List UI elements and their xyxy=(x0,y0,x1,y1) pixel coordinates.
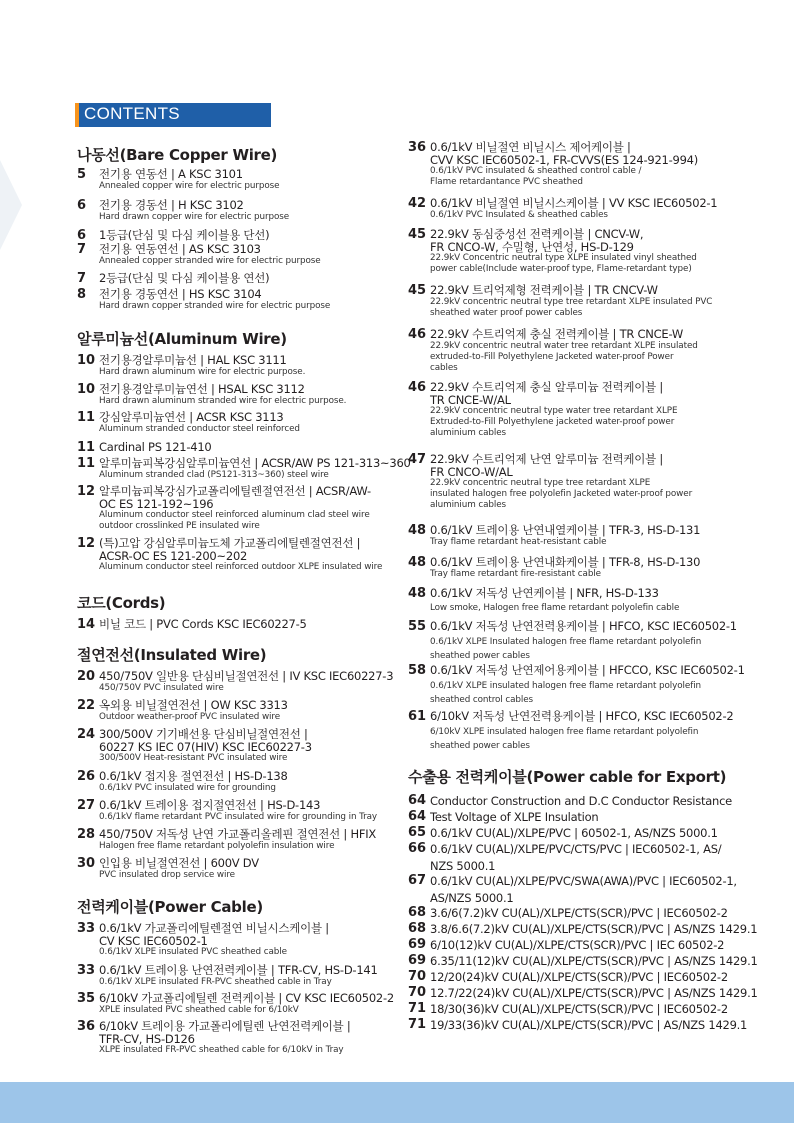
page-number: 7 xyxy=(77,271,87,286)
entry-desc: 0.6/1kV XLPE insulated PVC sheathed cable xyxy=(99,947,287,957)
page-number: 48 xyxy=(408,586,427,601)
toc-entry[interactable] xyxy=(408,381,677,439)
toc-entry[interactable] xyxy=(408,1001,728,1018)
page-number: 11 xyxy=(77,410,96,425)
page-number: 6 xyxy=(77,198,87,213)
entry-title: Conductor Construction and D.C Conductor Resistance xyxy=(430,794,732,808)
entry-desc: Tray flame retardant fire-resistant cable xyxy=(430,568,601,579)
entry-title: AS/NZS 5000.1 xyxy=(430,890,514,905)
entry-desc: 22.9kV concentric neutral water tree retardant XLPE insulated xyxy=(430,340,698,351)
toc-entry[interactable] xyxy=(408,197,717,221)
page-number: 5 xyxy=(77,167,87,182)
entry-title: 12.7/22(24)kV CU(AL)/XLPE/CTS(SCR)/PVC | AS/NZS 1429.1 xyxy=(430,986,758,1000)
toc-entry[interactable] xyxy=(77,457,411,481)
entry-title: Test Voltage of XLPE Insulation xyxy=(430,810,599,824)
page-number: 8 xyxy=(77,287,87,302)
page-number: 10 xyxy=(77,382,96,397)
entry-desc: cables xyxy=(430,362,458,373)
entry-title: 강심알루미늄연선 | ACSR KSC 3113 xyxy=(99,410,284,424)
entry-desc: 0.6/1kV PVC insulated & sheathed control cable / xyxy=(430,166,642,176)
entry-title: 6.35/11(12)kV CU(AL)/XLPE/CTS(SCR)/PVC | AS/NZS 1429.1 xyxy=(430,954,758,968)
toc-entry[interactable] xyxy=(77,770,288,794)
entry-desc: 22.9kV concentric neutral type tree retardant XLPE insulated PVC xyxy=(430,296,713,307)
page-number: 36 xyxy=(77,1019,96,1034)
toc-entry[interactable] xyxy=(77,229,269,242)
entry-title: 전기용 경동선 | H KSC 3102 xyxy=(99,198,244,212)
entry-title: 0.6/1kV 저독성 난연제어용케이블 | HFCCO, KSC IEC60502-1 xyxy=(430,663,745,677)
page-number: 14 xyxy=(77,617,96,632)
entry-title: 0.6/1kV CU(AL)/XLPE/PVC | 60502-1, AS/NZS 5000.1 xyxy=(430,826,718,840)
entry-title: 비닐 코드 | PVC Cords KSC IEC60227-5 xyxy=(99,617,307,631)
toc-entry[interactable] xyxy=(408,841,721,874)
entry-title: 옥외용 비닐절연전선 | OW KSC 3313 xyxy=(99,698,288,712)
entry-title: 19/33(36)kV CU(AL)/XLPE/CTS(SCR)/PVC | AS/NZS 1429.1 xyxy=(430,1018,748,1032)
toc-entry[interactable] xyxy=(77,799,377,823)
toc-entry[interactable] xyxy=(408,710,733,753)
page-number: 71 xyxy=(408,1017,427,1032)
entry-desc: aluminium cables xyxy=(430,428,507,438)
entry-desc: PVC insulated drop service wire xyxy=(99,869,235,880)
page-number: 69 xyxy=(408,937,427,952)
section-title: 절연전선(Insulated Wire) xyxy=(77,646,267,664)
contents-header-accent xyxy=(75,103,79,127)
page-number: 68 xyxy=(408,921,427,936)
entry-desc: power cable(Include water-proof type, Flame-retardant type) xyxy=(430,264,692,274)
page-number: 64 xyxy=(408,793,427,808)
page-number: 71 xyxy=(408,1001,427,1016)
entry-title: 22.9kV 수트리억제 난연 알루미늄 전력케이블 | xyxy=(430,452,664,466)
toc-entry[interactable] xyxy=(77,618,307,631)
page-number: 10 xyxy=(77,353,96,368)
section-title: 전력케이블(Power Cable) xyxy=(77,898,263,916)
entry-desc: Hard drawn aluminum wire for electric purpose. xyxy=(99,366,306,377)
toc-entry[interactable] xyxy=(408,905,728,922)
toc-entry[interactable] xyxy=(77,354,305,378)
entry-title: 22.9kV 수트리억제 충실 전력케이블 | TR CNCE-W xyxy=(430,327,683,341)
page-number: 45 xyxy=(408,283,427,298)
entry-title: 0.6/1kV 트레이용 접지절연전선 | HS-D-143 xyxy=(99,798,321,812)
entry-desc: Flame retardantance PVC sheathed xyxy=(430,177,583,187)
entry-desc: 450/750V PVC insulated wire xyxy=(99,682,224,693)
entry-desc: Aluminum conductor steel reinforced outdoor XLPE insulated wire xyxy=(99,562,383,572)
entry-desc: 300/500V Heat-resistant PVC insulated wire xyxy=(99,753,288,763)
entry-desc: sheathed power cables xyxy=(430,740,530,751)
entry-title: CVV KSC IEC60502-1, FR-CVVS(ES 124-921-994) xyxy=(430,152,698,167)
page-number: 26 xyxy=(77,769,96,784)
entry-title: OC ES 121-192~196 xyxy=(99,496,214,511)
toc-entry[interactable] xyxy=(77,699,288,723)
entry-title: 12/20(24)kV CU(AL)/XLPE/CTS(SCR)/PVC | IEC60502-2 xyxy=(430,970,728,984)
entry-desc: XLPE insulated FR-PVC sheathed cable for 6/10kV in Tray xyxy=(99,1045,344,1055)
toc-entry[interactable] xyxy=(408,228,697,275)
entry-desc: Annealed copper wire for electric purpose xyxy=(99,180,280,191)
entry-desc: 6/10kV XLPE insulated halogen free flame retardant polyolefin xyxy=(430,726,699,737)
entry-desc: 0.6/1kV XLPE insulated FR-PVC sheathed cable in Tray xyxy=(99,976,332,987)
toc-entry[interactable] xyxy=(408,664,745,707)
section-title: 알루미늄선(Aluminum Wire) xyxy=(77,330,287,348)
page-number: 7 xyxy=(77,242,87,257)
toc-entry[interactable] xyxy=(77,441,211,454)
entry-desc: sheathed power cables xyxy=(430,650,530,661)
entry-title: TR CNCE-W/AL xyxy=(430,392,511,407)
toc-entry[interactable] xyxy=(408,937,724,954)
page-number: 48 xyxy=(408,555,427,570)
page-number: 70 xyxy=(408,985,427,1000)
entry-desc: 22.9kV concentric neutral type tree retardant XLPE xyxy=(430,478,651,488)
entry-title: 1등급(단심 및 다심 케이블용 단선) xyxy=(99,228,270,242)
entry-title: Cardinal PS 121-410 xyxy=(99,440,212,454)
entry-title: CV KSC IEC60502-1 xyxy=(99,933,208,948)
entry-desc: Hard drawn aluminum stranded wire for electric purpose. xyxy=(99,395,347,406)
entry-title: 0.6/1kV CU(AL)/XLPE/PVC/CTS/PVC | IEC60502-1, AS/ xyxy=(430,842,722,856)
page-number: 68 xyxy=(408,905,427,920)
toc-entry[interactable] xyxy=(408,985,758,1002)
toc-entry[interactable] xyxy=(77,992,394,1016)
entry-title: 0.6/1kV 가교폴리에틸렌절연 비닐시스케이블 | xyxy=(99,921,329,935)
entry-title: ACSR-OC ES 121-200~202 xyxy=(99,548,248,563)
entry-desc: Aluminum stranded clad (PS121-313~360) steel wire xyxy=(99,469,329,480)
entry-title: 전기용 경동연선 | HS KSC 3104 xyxy=(99,287,262,301)
page-number: 12 xyxy=(77,484,96,499)
toc-entry[interactable] xyxy=(77,288,330,312)
entry-title: 300/500V 기기배선용 단심비닐절연전선 | xyxy=(99,727,308,741)
entry-title: 6/10(12)kV CU(AL)/XLPE/CTS(SCR)/PVC | IEC 60502-2 xyxy=(430,938,725,952)
section-title: 수출용 전력케이블(Power cable for Export) xyxy=(408,768,727,786)
page-number: 30 xyxy=(77,856,96,871)
entry-title: 2등급(단심 및 다심 케이블용 연선) xyxy=(99,271,270,285)
toc-entry[interactable] xyxy=(77,670,393,694)
entry-title: 0.6/1kV 비닐절연 비닐시스 제어케이블 | xyxy=(430,140,631,154)
section-title: 나동선(Bare Copper Wire) xyxy=(77,146,278,164)
toc-entry[interactable] xyxy=(77,857,259,881)
toc-entry[interactable] xyxy=(408,953,758,970)
entry-desc: extruded-to-Fill Polyethylene Jacketed water-proof Power xyxy=(430,351,674,362)
toc-entry[interactable] xyxy=(408,587,679,614)
toc-entry[interactable] xyxy=(77,383,346,407)
toc-entry[interactable] xyxy=(408,825,718,842)
page-number: 46 xyxy=(408,327,427,342)
toc-entry[interactable] xyxy=(77,964,378,988)
entry-desc: 0.6/1kV XLPE insulated halogen free flame retardant polyolefin xyxy=(430,680,702,691)
entry-title: 18/30(36)kV CU(AL)/XLPE/CTS(SCR)/PVC | IEC60502-2 xyxy=(430,1002,728,1016)
toc-entry[interactable] xyxy=(77,168,279,192)
section-title: 코드(Cords) xyxy=(77,594,166,612)
entry-desc: 0.6/1kV PVC insulated wire for grounding xyxy=(99,782,276,793)
page-number: 67 xyxy=(408,873,427,888)
contents-title: CONTENTS xyxy=(84,104,180,123)
entry-title: NZS 5000.1 xyxy=(430,858,496,873)
entry-desc: aluminium cables xyxy=(430,500,507,510)
entry-title: 0.6/1kV 트레이용 난연전력케이블 | TFR-CV, HS-D-141 xyxy=(99,963,378,977)
entry-desc: sheathed water proof power cables xyxy=(430,307,583,318)
toc-entry[interactable] xyxy=(408,1017,747,1034)
entry-title: 알루미늄피복강심알루미늄연선 | ACSR/AW PS 121-313~360 xyxy=(99,456,411,470)
entry-desc: 22.9kV concentric neutral type water tree retardant XLPE xyxy=(430,406,678,416)
page-number: 48 xyxy=(408,523,427,538)
page-number: 33 xyxy=(77,963,96,978)
toc-entry[interactable] xyxy=(408,556,700,580)
entry-desc: outdoor crosslinked PE insulated wire xyxy=(99,521,260,531)
entry-title: 22.9kV 트리억제형 전력케이블 | TR CNCV-W xyxy=(430,283,658,297)
toc-entry[interactable] xyxy=(77,485,371,532)
entry-desc: Low smoke, Halogen free flame retardant polyolefin cable xyxy=(430,602,680,613)
entry-title: 인입용 비닐절연전선 | 600V DV xyxy=(99,856,259,870)
entry-title: 6/10kV 저독성 난연전력용케이블 | HFCO, KSC IEC60502-2 xyxy=(430,709,734,723)
entry-title: 0.6/1kV 접지용 절연전선 | HS-D-138 xyxy=(99,769,288,783)
page-number: 12 xyxy=(77,536,96,551)
page-number: 28 xyxy=(77,827,96,842)
toc-entry[interactable] xyxy=(408,809,598,826)
toc-entry[interactable] xyxy=(408,284,712,319)
page-number: 47 xyxy=(408,452,427,467)
entry-title: (특)고압 강심알루미늄도체 가교폴리에틸렌절연전선 | xyxy=(99,536,361,550)
entry-desc: Hard drawn copper wire for electric purpose xyxy=(99,211,290,222)
page-number: 42 xyxy=(408,196,427,211)
entry-title: 0.6/1kV 저독성 난연케이블 | NFR, HS-D-133 xyxy=(430,586,659,600)
entry-desc: XPLE insulated PVC sheathed cable for 6/10kV xyxy=(99,1004,299,1015)
toc-entry[interactable] xyxy=(77,199,289,223)
page-number: 24 xyxy=(77,727,96,742)
toc-entry[interactable] xyxy=(408,793,732,810)
page-number: 58 xyxy=(408,663,427,678)
entry-title: 3.6/6(7.2)kV CU(AL)/XLPE/CTS(SCR)/PVC | IEC60502-2 xyxy=(430,906,728,920)
entry-title: TFR-CV, HS-D126 xyxy=(99,1031,195,1046)
page-number: 61 xyxy=(408,709,427,724)
page-number: 65 xyxy=(408,825,427,840)
entry-desc: Aluminum conductor steel reinforced aluminum clad steel wire xyxy=(99,510,370,520)
page-number: 11 xyxy=(77,440,96,455)
page-number: 22 xyxy=(77,698,96,713)
page-number: 46 xyxy=(408,380,427,395)
entry-title: 6/10kV 트레이용 가교폴리에틸렌 난연전력케이블 | xyxy=(99,1019,351,1033)
toc-entry[interactable] xyxy=(408,328,698,374)
entry-title: 0.6/1kV 트레이용 난연내열케이블 | TFR-3, HS-D-131 xyxy=(430,523,701,537)
entry-desc: Tray flame retardant heat-resistant cable xyxy=(430,536,607,547)
entry-title: FR CNCO-W/AL xyxy=(430,464,513,479)
entry-title: 60227 KS IEC 07(HIV) KSC IEC60227-3 xyxy=(99,739,312,754)
toc-entry[interactable] xyxy=(408,141,698,188)
toc-entry[interactable] xyxy=(408,453,692,511)
toc-entry[interactable] xyxy=(77,828,376,852)
page-number: 70 xyxy=(408,969,427,984)
entry-title: 전기용 연동연선 | AS KSC 3103 xyxy=(99,242,261,256)
entry-title: 전기용 연동선 | A KSC 3101 xyxy=(99,167,243,181)
entry-desc: Aluminum stranded conductor steel reinforced xyxy=(99,423,300,434)
toc-entry[interactable] xyxy=(77,411,300,435)
entry-title: 0.6/1kV 트레이용 난연내화케이블 | TFR-8, HS-D-130 xyxy=(430,555,701,569)
toc-entry[interactable] xyxy=(77,922,329,958)
toc-entry[interactable] xyxy=(408,524,700,548)
entry-title: 0.6/1kV 저독성 난연전력용케이블 | HFCO, KSC IEC60502-1 xyxy=(430,619,737,633)
toc-entry[interactable] xyxy=(77,243,321,267)
page-number: 69 xyxy=(408,953,427,968)
entry-title: 전기용경알루미늄선 | HAL KSC 3111 xyxy=(99,353,287,367)
page-number: 36 xyxy=(408,140,427,155)
toc-entry[interactable] xyxy=(408,620,737,663)
entry-title: 22.9kV 수트리억제 충실 알루미늄 전력케이블 | xyxy=(430,380,664,394)
page-number: 64 xyxy=(408,809,427,824)
entry-desc: sheathed control cables xyxy=(430,694,534,705)
toc-entry[interactable] xyxy=(408,873,737,906)
entry-title: 전기용경알루미늄연선 | HSAL KSC 3112 xyxy=(99,382,305,396)
entry-desc: 22.9kV Concentric neutral type XLPE insulated vinyl sheathed xyxy=(430,253,697,263)
entry-title: 6/10kV 가교폴리에틸렌 전력케이블 | CV KSC IEC60502-2 xyxy=(99,991,394,1005)
entry-desc: Outdoor weather-proof PVC insulated wire xyxy=(99,711,281,722)
entry-title: 450/750V 저독성 난연 가교폴리올레핀 절연전선 | HFIX xyxy=(99,827,376,841)
page-number: 66 xyxy=(408,841,427,856)
page-number: 6 xyxy=(77,228,87,243)
entry-desc: Extruded-to-Fill Polyethylene jacketed water-proof power xyxy=(430,417,675,427)
entry-title: 22.9kV 동심중성선 전력케이블 | CNCV-W, xyxy=(430,227,644,241)
entry-desc: Hard drawn copper stranded wire for electric purpose xyxy=(99,300,331,311)
page-number: 33 xyxy=(77,921,96,936)
toc-entry[interactable] xyxy=(77,537,382,573)
entry-desc: insulated halogen free polyolefin Jacketed water-proof power xyxy=(430,489,693,499)
page-number: 20 xyxy=(77,669,96,684)
entry-desc: 0.6/1kV PVC Insulated & sheathed cables xyxy=(430,209,608,220)
page-number: 35 xyxy=(77,991,96,1006)
entry-title: 450/750V 일반용 단심비닐절연전선 | IV KSC IEC60227-3 xyxy=(99,669,394,683)
entry-title: 3.8/6.6(7.2)kV CU(AL)/XLPE/CTS(SCR)/PVC | AS/NZS 1429.1 xyxy=(430,922,758,936)
toc-entry[interactable] xyxy=(77,728,312,764)
page-number: 27 xyxy=(77,798,96,813)
entry-desc: 0.6/1kV XLPE Insulated halogen free flame retardant polyolefin xyxy=(430,636,702,647)
left-arrow-decoration xyxy=(0,150,30,260)
entry-title: 알루미늄피복강심가교폴리에틸렌절연전선 | ACSR/AW- xyxy=(99,484,371,498)
page-number: 55 xyxy=(408,619,427,634)
entry-desc: Halogen free flame retardant polyolefin insulation wire xyxy=(99,840,335,851)
toc-entry[interactable] xyxy=(408,921,757,938)
entry-title: 0.6/1kV CU(AL)/XLPE/PVC/SWA(AWA)/PVC | IEC60502-1, xyxy=(430,874,737,888)
toc-entry[interactable] xyxy=(408,969,728,986)
footer-band xyxy=(0,1082,794,1123)
page-number: 11 xyxy=(77,456,96,471)
toc-entry[interactable] xyxy=(77,272,269,285)
entry-desc: 0.6/1kV flame retardant PVC insulated wire for grounding in Tray xyxy=(99,811,378,822)
page-number: 45 xyxy=(408,227,427,242)
entry-desc: Annealed copper stranded wire for electric purpose xyxy=(99,255,321,266)
toc-entry[interactable] xyxy=(77,1020,351,1056)
entry-title: FR CNCO-W, 수밀형, 난연성, HS-D-129 xyxy=(430,239,634,254)
entry-title: 0.6/1kV 비닐절연 비닐시스케이블 | VV KSC IEC60502-1 xyxy=(430,196,718,210)
